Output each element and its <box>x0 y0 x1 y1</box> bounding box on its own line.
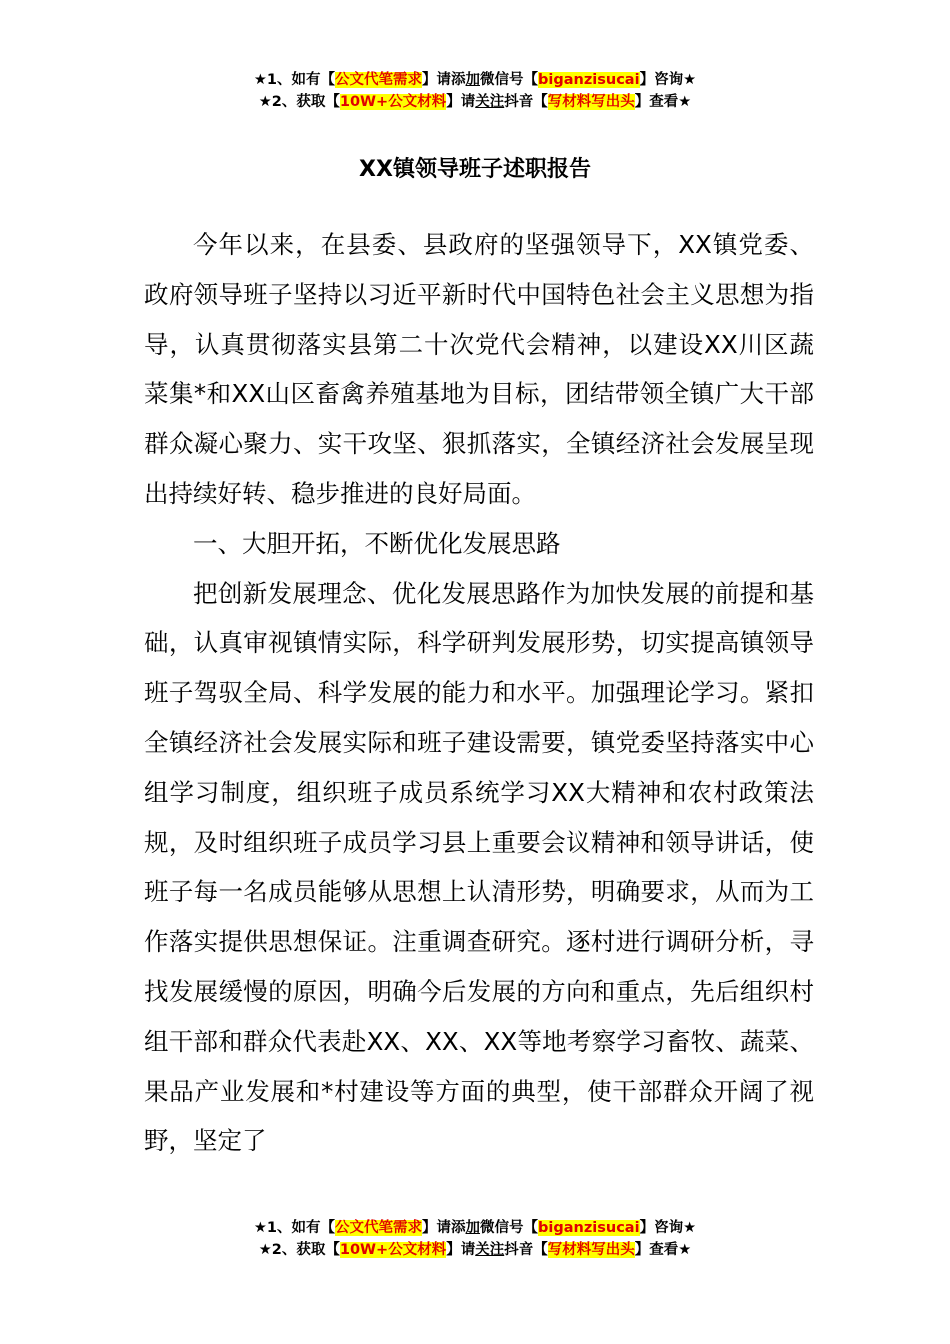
promo-underlined: 加 <box>465 1220 481 1236</box>
promo-highlight: 10W+公文材料 <box>339 94 447 110</box>
promo-highlight-wechat-id: biganzisucai <box>538 72 640 88</box>
promo-text: 】查看★ <box>634 1242 692 1258</box>
promo-text: 】咨询★ <box>639 72 697 88</box>
promo-text: ★1、如有【 <box>253 72 336 88</box>
promo-text: ★1、如有【 <box>253 1220 336 1236</box>
promo-highlight-wechat-id: biganzisucai <box>538 1220 640 1236</box>
promo-text: 抖音【 <box>504 94 548 110</box>
promo-text: ★2、获取【 <box>258 1242 340 1258</box>
section-heading: 一、大胆开拓，不断优化发展思路 <box>193 528 561 558</box>
promo-text: 】咨询★ <box>639 1220 697 1236</box>
promo-text: 】请 <box>446 94 476 110</box>
promo-highlight: 公文代笔需求 <box>335 1220 423 1236</box>
promo-line-2 <box>0 91 950 113</box>
promo-line-1 <box>0 69 950 91</box>
promo-banner-bottom <box>0 1217 950 1261</box>
promo-line-1 <box>0 1217 950 1239</box>
document-body <box>144 220 814 1166</box>
paragraph-intro: 今年以来，在县委、县政府的坚强领导下，XX镇党委、政府领导班子坚持以习近平新时代中国特色社会主义思想为指导，认真贯彻落实县第二十次党代会精神，以建设XX川区蔬菜集*和XX山区畜禽养殖基地为目标，团结带领全镇广大干部群众凝心聚力、实干攻坚、狠抓落实，全镇经济社会发展呈现出持续好转、稳步推进的良好局面。 <box>144 230 814 508</box>
promo-underlined: 关注 <box>475 1242 505 1258</box>
promo-highlight-douyin: 写材料写出头 <box>547 1242 635 1258</box>
promo-text: 】请添 <box>422 72 466 88</box>
promo-highlight: 10W+公文材料 <box>339 1242 447 1258</box>
paragraph-section-1: 把创新发展理念、优化发展思路作为加快发展的前提和基础，认真审视镇情实际，科学研判发展形势，切实提高镇领导班子驾驭全局、科学发展的能力和水平。加强理论学习。紧扣全镇经济社会发展实际和班子建设需要，镇党委坚持落实中心组学习制度，组织班子成员系统学习XX大精神和农村政策法规，及时组织班子成员学习县上重要会议精神和领导讲话，使班子每一名成员能够从思想上认清形势，明确要求，从而为工作落实提供思想保证。注重调查研究。逐村进行调研分析，寻找发展缓慢的原因，明确今后发展的方向和重点，先后组织村组干部和群众代表赴XX、XX、XX等地考察学习畜牧、蔬菜、果品产业发展和*村建设等方面的典型，使干部群众开阔了视野，坚定了 <box>144 578 814 1156</box>
promo-highlight-douyin: 写材料写出头 <box>547 94 635 110</box>
promo-text: 抖音【 <box>504 1242 548 1258</box>
promo-text: 微信号【 <box>480 72 539 88</box>
document-title: XX镇领导班子述职报告 <box>359 157 591 182</box>
promo-text: ★2、获取【 <box>258 94 340 110</box>
promo-banner-top <box>0 69 950 113</box>
promo-text: 】查看★ <box>634 94 692 110</box>
promo-text: 微信号【 <box>480 1220 539 1236</box>
promo-underlined: 加 <box>465 72 481 88</box>
promo-highlight: 公文代笔需求 <box>335 72 423 88</box>
promo-underlined: 关注 <box>475 94 505 110</box>
promo-text: 】请添 <box>422 1220 466 1236</box>
promo-text: 】请 <box>446 1242 476 1258</box>
promo-line-2 <box>0 1239 950 1261</box>
